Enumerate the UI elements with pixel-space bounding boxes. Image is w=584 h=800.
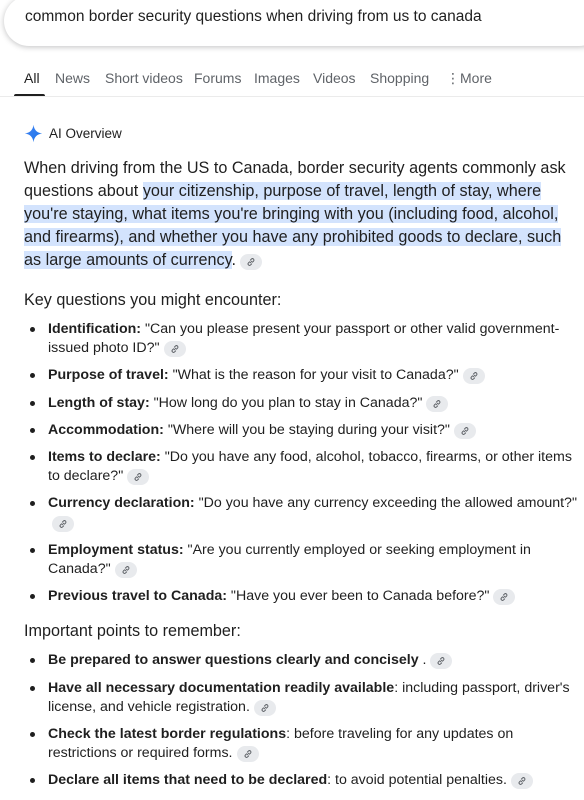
list-item-label: Declare all items that need to be declared: [48, 772, 328, 789]
list-item-label: Purpose of travel:: [48, 367, 169, 384]
bullet-point: [30, 401, 35, 406]
important-point-item: [24, 725, 580, 763]
list-item-text: .: [418, 652, 427, 669]
list-item-text: "Have you ever been to Canada before?": [226, 588, 490, 605]
list-item-text: "Are you currently employed or seeking employment in Canada?": [48, 541, 531, 578]
source-link-icon[interactable]: [237, 746, 259, 762]
source-link-icon[interactable]: [240, 254, 262, 270]
list-item-label: Have all necessary documentation readily available: [48, 679, 395, 696]
source-link-icon[interactable]: [164, 341, 186, 357]
search-input[interactable]: common border security questions when driving from us to canada: [25, 8, 482, 25]
list-item-label: Currency declaration:: [48, 495, 195, 512]
overview-intro: [24, 157, 580, 272]
important-point-item: [24, 679, 580, 717]
key-question-item: [24, 541, 580, 579]
key-question-item: [24, 366, 580, 385]
source-link-icon[interactable]: [463, 368, 485, 384]
source-link-icon[interactable]: [115, 562, 137, 578]
list-item-label: Check the latest border regulations: [48, 726, 287, 743]
list-item-label: Previous travel to Canada:: [48, 588, 227, 605]
vertical-dots-icon: ⋮: [446, 70, 460, 86]
list-item-label: Be prepared to answer questions clearly and concisely: [48, 652, 419, 669]
key-questions-list: [24, 320, 580, 606]
list-item-text: "Where will you be staying during your visit?": [163, 421, 450, 438]
source-link-icon[interactable]: [426, 396, 448, 412]
list-item-label: Length of stay:: [48, 394, 150, 411]
ai-overview-content: [24, 157, 580, 799]
list-item-label: Items to declare:: [48, 449, 161, 466]
source-link-icon[interactable]: [254, 700, 276, 716]
important-points-list: [24, 651, 580, 790]
source-link-icon[interactable]: [52, 516, 74, 532]
list-item-text: "Can you please present your passport or other valid government-issued photo ID?": [48, 321, 560, 357]
bullet-point: [30, 428, 35, 433]
bullet-point: [30, 594, 35, 599]
list-item-label: Employment status:: [48, 541, 184, 558]
tab-shopping[interactable]: Shopping: [370, 70, 430, 86]
bullet-point: [30, 686, 35, 691]
tab-short-videos[interactable]: Short videos: [105, 70, 183, 86]
list-item-label: Accommodation:: [48, 421, 164, 438]
search-tabs: [0, 60, 584, 97]
source-link-icon[interactable]: [430, 653, 452, 669]
list-item-text: "How long do you plan to stay in Canada?": [149, 394, 423, 411]
sparkle-icon: [24, 124, 43, 143]
tab-all[interactable]: All: [24, 70, 40, 86]
important-point-item: [24, 771, 580, 790]
source-link-icon[interactable]: [454, 423, 476, 439]
list-item-label: Identification:: [48, 321, 142, 337]
section-heading-key-questions: Key questions you might encounter:: [24, 291, 282, 309]
tab-more-label: More: [460, 70, 492, 86]
key-question-item: [24, 494, 580, 532]
bullet-point: [30, 658, 35, 663]
intro-highlight: your citizenship, purpose of travel, length of stay, where you're staying, what items you're bringing with you (including food, alcohol, and firearms), and whether you have any prohibited goods to declare, such as large amounts of currency: [24, 182, 562, 269]
bullet-point: [30, 732, 35, 737]
tab-more[interactable]: [446, 70, 492, 87]
key-question-item: [24, 448, 580, 486]
ai-overview-title: AI Overview: [49, 126, 122, 141]
list-item-text: "Do you have any currency exceeding the allowed amount?": [194, 495, 577, 512]
list-item-text: "Do you have any food, alcohol, tobacco, firearms, or other items to declare?": [48, 449, 572, 485]
section-heading-important-points: Important points to remember:: [24, 622, 241, 641]
tab-videos[interactable]: Videos: [313, 70, 356, 86]
search-bar[interactable]: [4, 0, 584, 46]
bullet-point: [30, 501, 35, 506]
source-link-icon[interactable]: [127, 469, 149, 485]
list-item-text: "What is the reason for your visit to Canada?": [168, 367, 459, 384]
key-question-item: [24, 421, 580, 440]
tab-images[interactable]: Images: [254, 70, 300, 86]
list-item-text: : before traveling for any updates on restrictions or required forms.: [48, 726, 514, 762]
bullet-point: [30, 327, 35, 332]
intro-text: When driving from the US to Canada, border security agents commonly ask questions about: [24, 159, 566, 200]
bullet-point: [30, 455, 35, 460]
list-item-text: : to avoid potential penalties.: [327, 772, 507, 789]
source-link-icon[interactable]: [511, 773, 533, 789]
list-item-text: : including passport, driver's license, and vehicle registration.: [48, 679, 570, 715]
important-point-item: [24, 651, 580, 670]
source-link-icon[interactable]: [493, 589, 515, 605]
key-question-item: [24, 320, 580, 358]
bullet-point: [30, 373, 35, 378]
bullet-point: [30, 778, 35, 783]
tab-forums[interactable]: Forums: [194, 70, 242, 86]
tabs-divider: [0, 96, 584, 97]
key-question-item: [24, 394, 580, 413]
bullet-point: [30, 548, 35, 553]
tab-news[interactable]: News: [55, 70, 91, 86]
intro-end: .: [231, 251, 237, 269]
key-question-item: [24, 587, 580, 606]
